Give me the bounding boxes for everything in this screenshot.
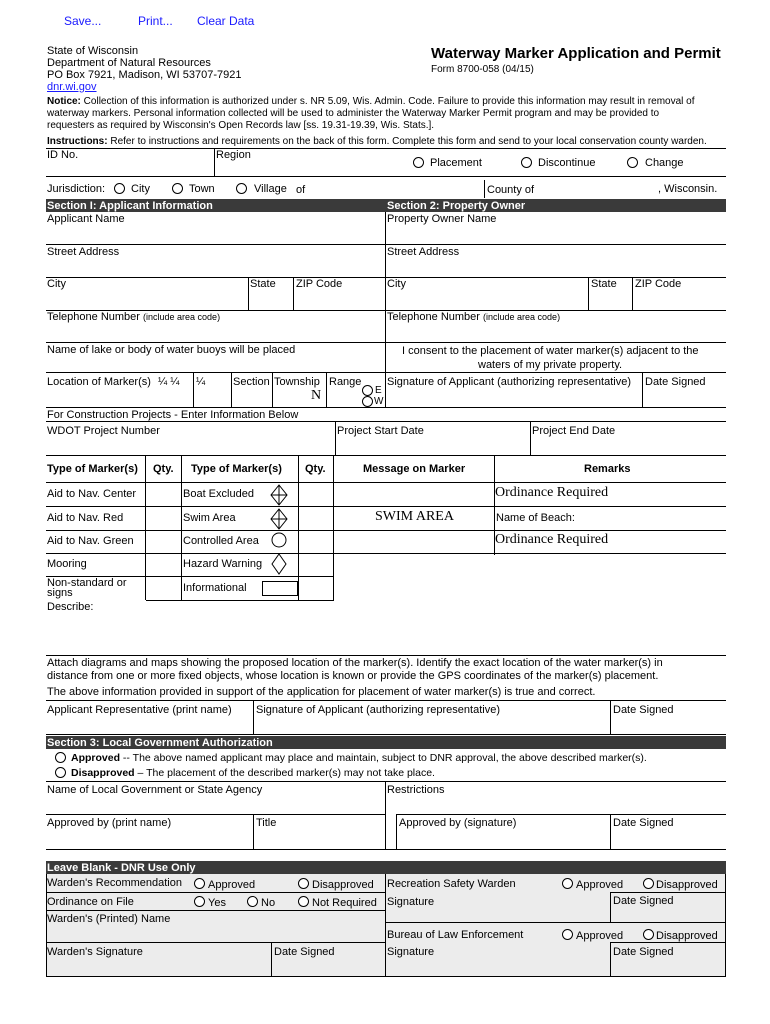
lg-approved-line	[71, 752, 647, 764]
law-date-label: Date Signed	[613, 946, 674, 958]
dnr-title: Leave Blank - DNR Use Only	[47, 862, 196, 874]
swim-area-message: SWIM AREA	[375, 509, 454, 524]
marker-left-6: signs	[47, 587, 73, 599]
hazard-warning-symbol	[271, 553, 287, 575]
applicant-rep-label: Applicant Representative (print name)	[47, 704, 232, 716]
change-label: Change	[645, 157, 684, 169]
ordinance-no-radio[interactable]	[247, 896, 258, 907]
consent-line-1: I consent to the placement of water marker(s) adjacent to the	[402, 345, 699, 357]
rec-safety-disapproved-label: Disapproved	[656, 879, 718, 891]
range-west-radio[interactable]	[362, 396, 373, 407]
county-of-label: County of	[487, 184, 535, 196]
rec-safety-disapproved-radio[interactable]	[643, 878, 654, 889]
clear-data-button[interactable]: Clear Data	[197, 14, 255, 28]
lake-name-label: Name of lake or body of water buoys will be placed	[47, 344, 296, 356]
jurisdiction-city-label: City	[131, 183, 150, 195]
warden-printed-name-label: Warden's (Printed) Name	[47, 913, 171, 925]
range-west-label: W	[374, 396, 384, 407]
section-3-date-label: Date Signed	[613, 817, 674, 829]
boat-excluded-symbol	[270, 484, 288, 506]
quarter-quarter-label: ¼ ¼	[158, 376, 180, 388]
lg-disapproved-text: – The placement of the described marker(s) may not take place.	[134, 767, 435, 779]
remark-2: Name of Beach:	[496, 512, 575, 524]
describe-label: Describe:	[47, 601, 94, 613]
owner-phone-text: Telephone Number	[387, 311, 480, 323]
agency-line-3: PO Box 7921, Madison, WI 53707-7921	[47, 69, 242, 81]
applicant-date-label: Date Signed	[613, 704, 674, 716]
location-label: Location of Marker(s)	[47, 376, 151, 388]
applicant-phone-label	[47, 311, 220, 323]
jurisdiction-label: Jurisdiction:	[47, 183, 106, 195]
notice-text-1: Collection of this information is authorized under s. NR 5.09, Wis. Admin. Code. Failure to provide this information may result in removal of	[80, 96, 695, 107]
wisconsin-label: , Wisconsin.	[658, 183, 718, 195]
rec-safety-signature-label: Signature	[387, 896, 435, 908]
approved-signature-label: Approved by (signature)	[399, 817, 517, 829]
rec-safety-approved-label: Approved	[576, 879, 624, 891]
warden-date-label: Date Signed	[274, 946, 335, 958]
marker-left-1: Aid to Nav. Center	[47, 488, 137, 500]
rec-safety-approved-radio[interactable]	[562, 878, 573, 889]
lg-disapproved-line	[71, 767, 435, 779]
warden-approved-label: Approved	[208, 879, 256, 891]
save-button[interactable]: Save...	[64, 14, 102, 28]
remark-1: Ordinance Required	[495, 485, 609, 500]
project-start-label: Project Start Date	[337, 425, 424, 437]
applicant-zip-label: ZIP Code	[296, 278, 343, 290]
region-label: Region	[216, 149, 251, 161]
consent-line-2: waters of my private property.	[478, 359, 623, 371]
lg-disapproved-radio[interactable]	[55, 767, 66, 778]
marker-left-3: Aid to Nav. Green	[47, 535, 134, 547]
owner-phone-label	[387, 311, 560, 323]
wdot-label: WDOT Project Number	[47, 425, 160, 437]
project-end-label: Project End Date	[532, 425, 616, 437]
marker-left-5: Non-standard or	[47, 577, 127, 589]
owner-zip-label: ZIP Code	[635, 278, 682, 290]
applicant-phone-note: (include area code)	[143, 312, 221, 322]
remarks-header: Remarks	[584, 463, 631, 475]
ordinance-yes-label: Yes	[208, 897, 226, 909]
rec-safety-warden-label: Recreation Safety Warden	[387, 878, 516, 890]
change-radio[interactable]	[627, 157, 638, 168]
law-approved-radio[interactable]	[562, 929, 573, 940]
township-label: Township	[274, 376, 320, 388]
warden-approved-radio[interactable]	[194, 878, 205, 889]
ordinance-not-required-radio[interactable]	[298, 896, 309, 907]
marker-type-header-2: Type of Marker(s)	[191, 463, 282, 475]
section-3-title: Section 3: Local Government Authorization	[47, 737, 273, 749]
applicant-phone-text: Telephone Number	[47, 311, 140, 323]
jurisdiction-village-label: Village	[254, 183, 287, 195]
message-header: Message on Marker	[363, 463, 466, 475]
attach-line-3: The above information provided in support of the application for placement of water marker(s) is true and correct.	[47, 686, 596, 698]
ordinance-yes-radio[interactable]	[194, 896, 205, 907]
warden-disapproved-radio[interactable]	[298, 878, 309, 889]
section-2-title: Section 2: Property Owner	[387, 200, 526, 212]
applicant-street-label: Street Address	[47, 246, 120, 258]
jurisdiction-town-label: Town	[189, 183, 215, 195]
id-no-label: ID No.	[47, 149, 79, 161]
applicant-city-label: City	[47, 278, 66, 290]
form-title: Waterway Marker Application and Permit	[431, 45, 721, 62]
title-label: Title	[256, 817, 277, 829]
law-enforcement-label: Bureau of Law Enforcement	[387, 929, 524, 941]
marker-right-3: Controlled Area	[183, 535, 259, 547]
owner-date-label: Date Signed	[645, 376, 706, 388]
lg-approved-radio[interactable]	[55, 752, 66, 763]
notice-label: Notice:	[47, 96, 81, 107]
owner-city-label: City	[387, 278, 406, 290]
township-n-label: N	[311, 388, 322, 403]
notice-line-2: waterway markers. Personal information collected will be used to administer the Waterway Marker Permit program and may be provided to	[47, 108, 660, 119]
range-east-label: E	[375, 385, 382, 396]
placement-radio[interactable]	[413, 157, 424, 168]
marker-right-2: Swim Area	[183, 512, 236, 524]
informational-symbol	[262, 581, 298, 596]
discontinue-label: Discontinue	[538, 157, 596, 169]
jurisdiction-of-label: of	[296, 184, 306, 196]
website-link[interactable]: dnr.wi.gov	[47, 81, 97, 93]
jurisdiction-town-radio[interactable]	[172, 183, 183, 194]
warden-recommendation-label: Warden's Recommendation	[47, 877, 182, 889]
discontinue-radio[interactable]	[521, 157, 532, 168]
jurisdiction-city-radio[interactable]	[114, 183, 125, 194]
restrictions-label: Restrictions	[387, 784, 445, 796]
marker-qty-header-1: Qty.	[153, 463, 174, 475]
owner-name-label: Property Owner Name	[387, 213, 497, 225]
lg-approved-label: Approved	[71, 752, 121, 764]
construction-heading: For Construction Projects - Enter Information Below	[47, 409, 299, 421]
ordinance-no-label: No	[261, 897, 276, 909]
jurisdiction-village-radio[interactable]	[236, 183, 247, 194]
form-number: Form 8700-058 (04/15)	[431, 64, 534, 75]
marker-right-1: Boat Excluded	[183, 488, 254, 500]
law-disapproved-radio[interactable]	[643, 929, 654, 940]
ordinance-not-required-label: Not Required	[312, 897, 377, 909]
remark-3: Ordinance Required	[495, 532, 609, 547]
section-1-title: Section I: Applicant Information	[47, 200, 213, 212]
applicant-name-label: Applicant Name	[47, 213, 125, 225]
range-east-radio[interactable]	[362, 385, 373, 396]
warden-signature-label: Warden's Signature	[47, 946, 143, 958]
law-disapproved-label: Disapproved	[656, 930, 718, 942]
owner-state-label: State	[591, 278, 617, 290]
approved-by-label: Approved by (print name)	[47, 817, 172, 829]
rec-safety-date-label: Date Signed	[613, 895, 674, 907]
gov-name-label: Name of Local Government or State Agency	[47, 784, 263, 796]
attach-line-2: distance from one or more fixed objects, whose location is known or provide the GPS coordinates of the marker(s) placement.	[47, 670, 659, 682]
range-label: Range	[329, 376, 362, 388]
marker-left-4: Mooring	[47, 558, 87, 570]
owner-street-label: Street Address	[387, 246, 460, 258]
agency-line-1: State of Wisconsin	[47, 45, 139, 57]
agency-line-2: Department of Natural Resources	[47, 57, 211, 69]
applicant-state-label: State	[250, 278, 276, 290]
owner-phone-note: (include area code)	[483, 312, 561, 322]
notice-line-3: requesters as required by Wisconsin's Open Records law [ss. 19.31-19.39, Wis. Stats.].	[47, 120, 435, 131]
attach-line-1: Attach diagrams and maps showing the proposed location of the marker(s). Identify the exact location of the water marker(s) in	[47, 657, 663, 669]
warden-disapproved-label: Disapproved	[312, 879, 374, 891]
swim-area-symbol	[270, 508, 288, 530]
placement-label: Placement	[430, 157, 482, 169]
law-signature-label: Signature	[387, 946, 435, 958]
instructions	[47, 136, 707, 148]
quarter-label: ¼	[196, 376, 206, 388]
owner-signature-label: Signature of Applicant (authorizing representative)	[387, 376, 631, 388]
marker-right-5: Informational	[183, 582, 247, 594]
print-button[interactable]: Print...	[138, 14, 173, 28]
section-label: Section	[233, 376, 270, 388]
marker-type-header-1: Type of Marker(s)	[47, 463, 138, 475]
marker-right-4: Hazard Warning	[183, 558, 263, 570]
lg-disapproved-label: Disapproved	[71, 767, 135, 779]
applicant-signature-label: Signature of Applicant (authorizing representative)	[256, 704, 500, 716]
ordinance-on-file-label: Ordinance on File	[47, 896, 134, 908]
controlled-area-symbol	[271, 532, 287, 548]
instructions-text: Refer to instructions and requirements on the back of this form. Complete this form and send to your local conservation county warden.	[107, 136, 707, 147]
marker-qty-header-2: Qty.	[305, 463, 326, 475]
law-approved-label: Approved	[576, 930, 624, 942]
notice-line-1	[47, 96, 695, 108]
marker-left-2: Aid to Nav. Red	[47, 512, 124, 524]
instructions-label: Instructions:	[47, 136, 108, 147]
lg-approved-text: -- The above named applicant may place and maintain, subject to DNR approval, the above described marker(s).	[120, 752, 647, 764]
